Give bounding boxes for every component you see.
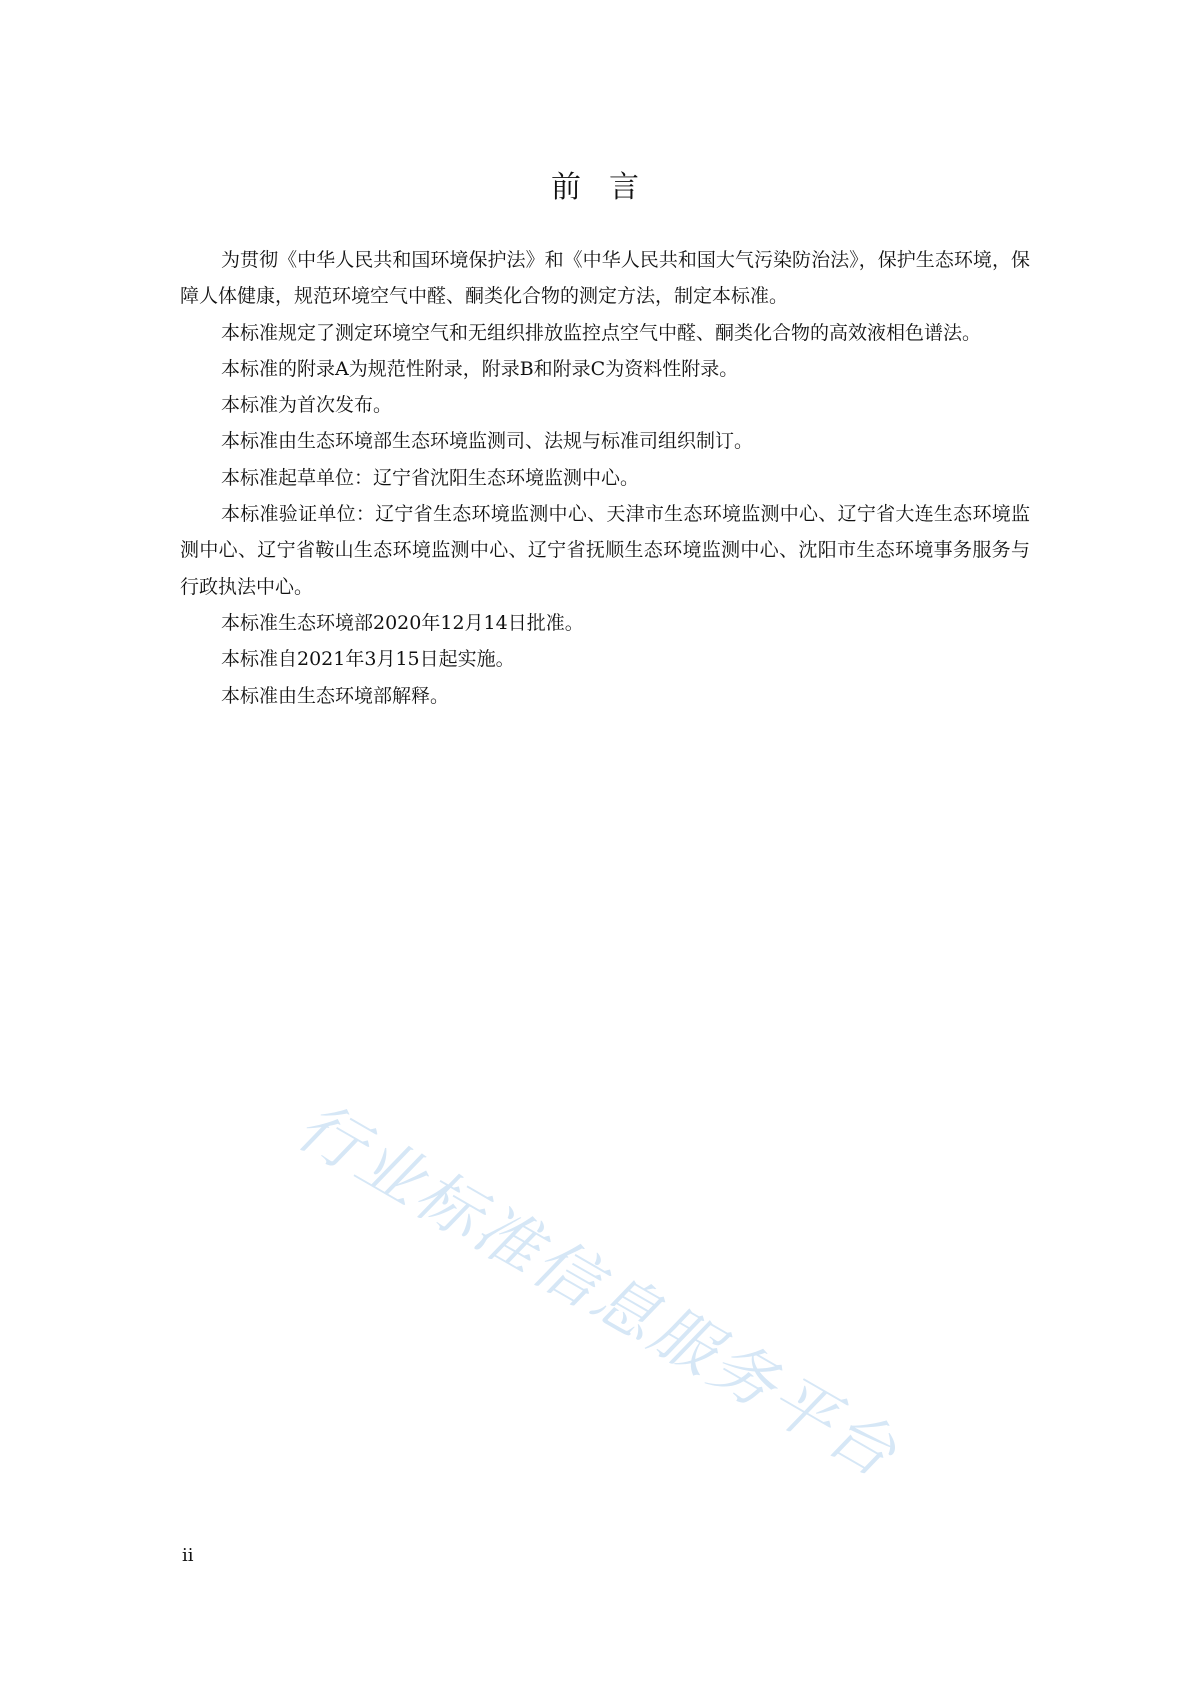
watermark: 行业标准信息服务平台 <box>284 1089 911 1494</box>
paragraph-approval-date: 本标准生态环境部2020年12月14日批准。 <box>221 611 584 634</box>
paragraph-organizer: 本标准由生态环境部生态环境监测司、法规与标准司组织制订。 <box>221 430 754 453</box>
paragraph-verification-units: 本标准验证单位：辽宁省生态环境监测中心、天津市生态环境监测中心、辽宁省大连生态环境监测中心、辽宁省鞍山生态环境监测中心、辽宁省抚顺生态环境监测中心、沈阳市生态环境事务服务与行政执法中心。 <box>180 503 1030 598</box>
page-number: ii <box>182 1545 194 1566</box>
paragraph-effective-date: 本标准自2021年3月15日起实施。 <box>221 648 515 671</box>
page-title: 前言 <box>551 170 667 205</box>
paragraph-purpose: 为贯彻《中华人民共和国环境保护法》和《中华人民共和国大气污染防治法》，保护生态环境，保障人体健康，规范环境空气中醛、酮类化合物的测定方法，制定本标准。 <box>180 249 1030 308</box>
foreword-body <box>180 242 1030 714</box>
paragraph-appendices: 本标准的附录A为规范性附录，附录B和附录C为资料性附录。 <box>221 357 739 380</box>
paragraph-first-release: 本标准为首次发布。 <box>221 394 393 417</box>
paragraph-interpretation: 本标准由生态环境部解释。 <box>221 684 450 707</box>
paragraph-drafting-unit: 本标准起草单位：辽宁省沈阳生态环境监测中心。 <box>221 466 640 489</box>
paragraph-scope: 本标准规定了测定环境空气和无组织排放监控点空气中醛、酮类化合物的高效液相色谱法。 <box>221 321 982 344</box>
